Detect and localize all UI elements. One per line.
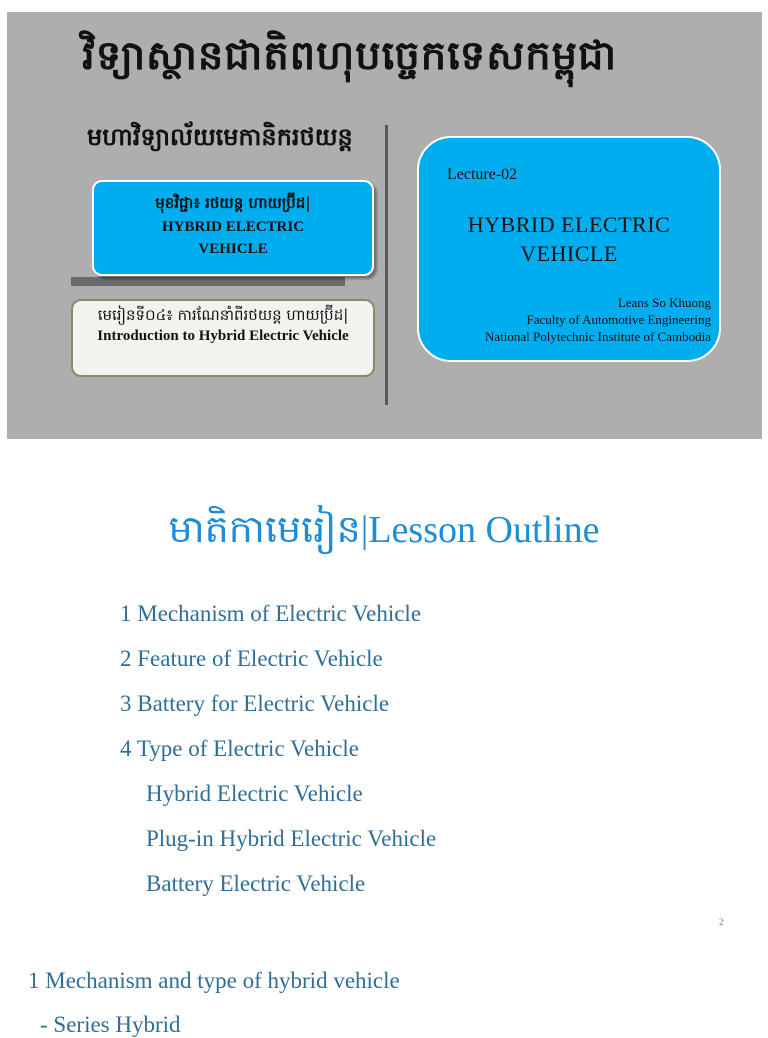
outline-item: 3 Battery for Electric Vehicle [120, 691, 390, 716]
section-sub-item: - Series Hybrid [40, 1012, 181, 1037]
lesson-en-label: Introduction to Hybrid Electric Vehicle [97, 328, 349, 344]
outline-item: 2 Feature of Electric Vehicle [120, 646, 383, 671]
lecture-number: Lecture-02 [447, 166, 518, 183]
outline-title-sep: | [360, 509, 369, 551]
lecture-info-box [417, 136, 721, 362]
author-block [485, 294, 711, 345]
outline-sub-item: Battery Electric Vehicle [146, 871, 366, 896]
lecture-title: HYBRID ELECTRIC VEHICLE [467, 212, 671, 266]
subject-en-label: HYBRID ELECTRIC VEHICLE [161, 219, 305, 257]
title-slide [7, 12, 762, 439]
vertical-divider [385, 125, 388, 405]
outline-title-kh: មាតិកាមេរៀន [168, 507, 361, 551]
faculty-title: មហាវិទ្យាល័យមេកានិករថយន្ត [87, 123, 353, 151]
outline-title [0, 505, 768, 561]
outline-item: 1 Mechanism of Electric Vehicle [120, 601, 422, 626]
subject-box [92, 180, 374, 276]
page-number: 2 [719, 917, 724, 927]
lesson-kh-label: មេរៀនទី០៤៖ ការណែនាំពីរថយន្ត ហាយប្រ៊ីដ| [97, 306, 349, 324]
institute-title: វិទ្យាស្ថានជាតិពហុបច្ចេកទេសកម្ពុជា [82, 33, 618, 79]
author-institute: National Polytechnic Institute of Cambodia [484, 329, 711, 344]
outline-title-en: Lesson Outline [368, 509, 600, 551]
outline-sub-item: Plug-in Hybrid Electric Vehicle [146, 826, 437, 851]
subject-kh-label: មុខវិជ្ជា៖ រថយន្ត ហាយប្រ៊ីដ| [155, 194, 311, 212]
section-heading: 1 Mechanism and type of hybrid vehicle [28, 968, 400, 993]
decorative-bar [71, 277, 345, 286]
author-name: Leans So Khuong [617, 295, 711, 310]
outline-sub-item: Hybrid Electric Vehicle [146, 781, 363, 806]
author-faculty: Faculty of Automotive Engineering [526, 312, 711, 327]
outline-item: 4 Type of Electric Vehicle [120, 736, 359, 761]
lesson-box [71, 299, 375, 377]
